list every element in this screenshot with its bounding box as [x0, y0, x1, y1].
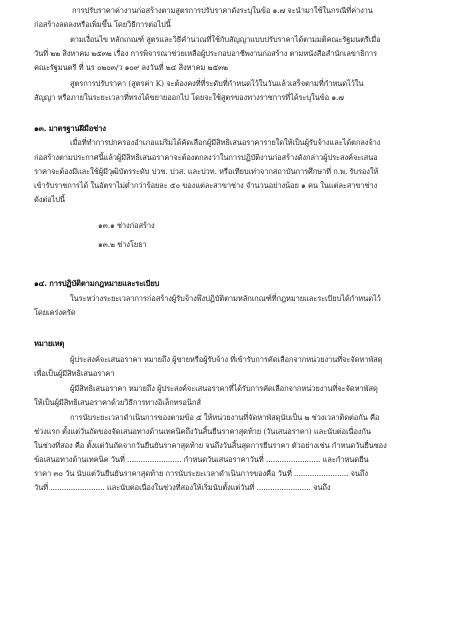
notes-para-line: ให้เป็นผู้มีสิทธิเสนอราคาด้วยวิธีการทางอิเล็กทรอนิกส์	[34, 398, 201, 407]
notes-para-line: ผู้ประสงค์จะเสนอราคา หมายถึง ผู้ขายหรือผู้รับจ้าง ที่เข้ารับการคัดเลือกจากหน่วยงานที่จะจัดหาพัสดุ	[70, 355, 383, 364]
section-13-item: ๑๓.๑ ช่างก่อสร้าง	[98, 221, 155, 230]
section-14-para-line: ในระหว่างระยะเวลาการก่อสร้างผู้รับจ้างพึงปฏิบัติตามหลักเกณฑ์ที่กฎหมายและระเบียบได้กำหนดไว้	[70, 294, 381, 303]
section-13-para-line: ดังต่อไปนี้	[34, 195, 65, 204]
section-13-item: ๑๓.๒ ช่างโยธา	[98, 240, 147, 249]
intro-line: การปรับราคาค่างานก่อสร้างตามสูตรการปรับราคาดังระบุในข้อ ๑.๗ จะนำมาใช้ในกรณีที่ค่างาน	[72, 6, 373, 15]
intro-line: สัญญา หรือภายในระยะเวลาที่ทรงได้ขยายออกไป โดยจะใช้สูตรของทางราชการที่ได้ระบุในข้อ ๑.๗	[34, 93, 344, 102]
section-13-para-line: ก่อสร้างตามประกาศนี้แล้วผู้มีสิทธิเสนอราคาจะต้องตกลงว่าในการปฏิบัติงานก่อสร้างดังกล่าวผู้ประสงค์จะเสนอ	[34, 153, 378, 162]
notes-para-line: ข้อเสนอทางด้านเทคนิค วันที่ ........................ กำหนดวันเสนอราคาวันที่ ........................ และกำหนดยืน	[34, 455, 369, 464]
intro-line: คณะรัฐมนตรี ที่ นร ๐๒๐๓/ว ๑๐๙ ลงวันที่ ๒๔ สิงหาคม ๒๕๓๒	[34, 63, 228, 72]
intro-line: ตามเงื่อนไข หลักเกณฑ์ สูตรและวิธีคำนวณที่ใช้กับสัญญาแบบปรับราคาได้ตามมติคณะรัฐมนตรีเมื่อ	[70, 35, 381, 44]
notes-para-line: เพื่อเป็นผู้มีสิทธิเสนอราคา	[34, 369, 115, 378]
notes-para-line: ราคา ๓๐ วัน นับแต่วันยืนยันราคาสุดท้าย การนับระยะเวลาดำเนินการของคือ วันที่ ........................ จนถึง	[34, 469, 368, 478]
notes-heading: หมายเหตุ	[34, 339, 65, 348]
section-14-heading: ๑๔. การปฏิบัติตามกฎหมายและระเบียบ	[34, 279, 160, 288]
notes-para-line: ช่วงแรก ตั้งแต่วันถัดของจัดเสนอทางด้านเทคนิคถึงวันสิ้นยืนราคาสุดท้าย (วันเสนอราคา) และนับต่อเนื่องกัน	[34, 427, 371, 436]
notes-para-line: ในช่วงที่สอง คือ ตั้งแต่วันถัดจากวันยืนยันราคาสุดท้าย จนถึงวันสิ้นสุดการยืนราคา ตัวอย่างเช่น กำหนดวันยื่นซอง	[34, 441, 387, 450]
section-13-heading: ๑๓. มาตรฐานฝีมือช่าง	[34, 124, 106, 133]
section-13-para-line: เข้ารับราชการได้ ในอัตราไม่ต่ำกว่าร้อยละ ๕๐ ของแต่ละสาขาช่าง จำนวนอย่างน้อย ๑ คน ในแต่ละสาขาช่าง	[34, 181, 378, 190]
notes-para-line: ผู้มีสิทธิเสนอราคา หมายถึง ผู้ประสงค์จะเสนอราคาที่ได้รับการคัดเลือกจากหน่วยงานที่จะจัดหาพัสดุ	[70, 384, 378, 393]
intro-line: ก่อสร้างลดลงหรือเพิ่มขึ้น โดยวิธีการต่อไปนี้	[34, 20, 171, 29]
intro-line: วันที่ ๒๒ สิงหาคม ๒๕๓๒ เรื่อง การพิจารณาช่วยเหลือผู้ประกอบอาชีพงานก่อสร้าง ตามหนังสือสำนักเลขาธิการ	[34, 49, 377, 58]
section-14-para-line: โดยเคร่งครัด	[34, 308, 76, 317]
notes-para-line: วันที่ ........................ และนับต่อเนื่องในช่วงที่สองให้เริ่มนับตั้งแต่วันที่ ........................ จนถึง	[34, 483, 331, 492]
intro-line: สูตรการปรับราคา (สูตรค่า K) จะต้องคงที่ที่ระดับที่กำหนดไว้ในวันแล้วเสร็จตามที่กำหนดไว้ใน	[70, 79, 364, 88]
notes-para-line: การนับระยะเวลาดำเนินการของตามข้อ ๕ ให้หน่วยงานที่จัดหาพัสดุนับเป็น ๒ ช่วงเวลาติดต่อกัน คือ	[70, 413, 380, 422]
section-13-para-line: ราคาจะต้องมีและใช้ผู้มีวุฒิบัตรระดับ ปวช. ปวส. และปวท. หรือเทียบเท่าจากสถาบันการศึกษาที่ ก.พ. รับรองให้	[34, 167, 379, 176]
section-13-para-line: เมื่อที่ทำการปกครองอำเภอแม่ริมได้คัดเลือกผู้มีสิทธิเสนอราคารายใดให้เป็นผู้รับจ้างและได้ตกลงจ้าง	[70, 138, 381, 147]
